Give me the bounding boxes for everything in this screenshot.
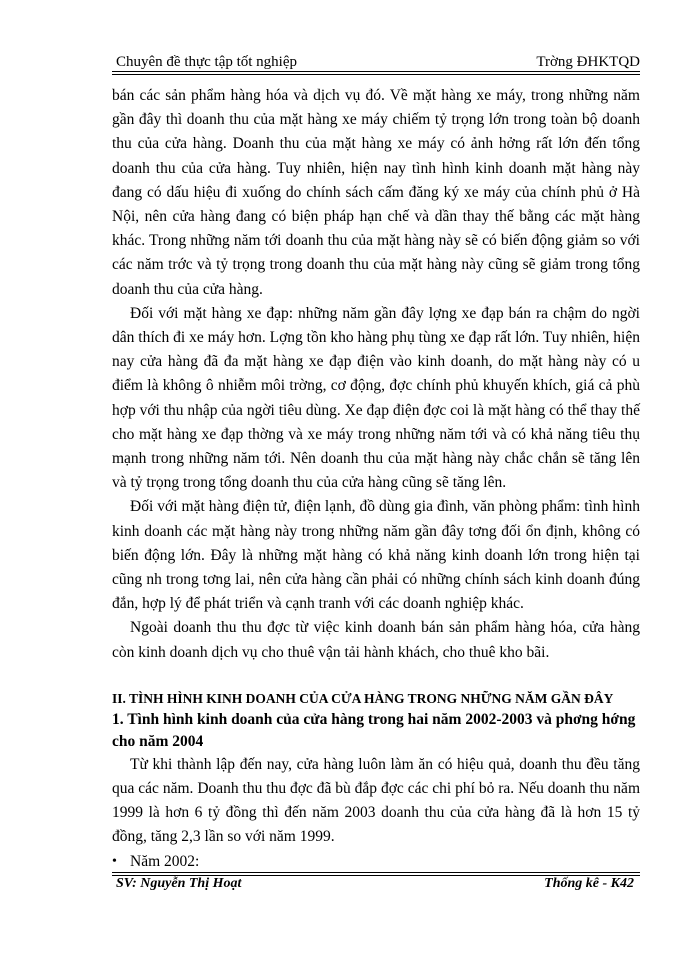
footer-author: SV: Nguyễn Thị Hoạt	[116, 876, 242, 891]
page-footer	[112, 876, 640, 896]
subsection-heading: 1. Tình hình kinh doanh của cửa hàng trong hai năm 2002-2003 và phơng hớng cho năm 2004	[112, 710, 636, 750]
footer-rule-thin	[112, 872, 640, 873]
paragraph-services: Ngoài doanh thu thu đợc từ việc kinh doanh bán sản phẩm hàng hóa, cửa hàng còn kinh doanh dịch vụ cho thuê vận tải hành khách, cho thuê kho bãi.	[112, 619, 640, 661]
page-body	[112, 84, 640, 874]
header-rule-thin	[112, 71, 640, 72]
bullet-text: Năm 2002:	[130, 852, 200, 870]
header-title: Chuyên đề thực tập tốt nghiệp	[116, 54, 298, 70]
bullet-item	[112, 850, 640, 874]
paragraph-electronics: Đối với mặt hàng điện tử, điện lạnh, đồ dùng gia đình, văn phòng phẩm: tình hình kinh doanh các mặt hàng này trong những năm gần đây tơng đối ổn định, không có biến động lớn. Đây là những mặt hàng có khả năng kinh doanh lớn trong hiện tại cũng nh trong tơng lai, nên cửa hàng cần phải có những chính sách kinh doanh đúng đắn, hợp lý để phát triển và cạnh tranh với các doanh nghiệp khác.	[112, 498, 640, 613]
paragraph-revenue: Từ khi thành lập đến nay, cửa hàng luôn làm ăn có hiệu quả, doanh thu đều tăng qua các năm. Doanh thu thu đợc đã bù đắp đợc các chi phí bỏ ra. Nếu doanh thu năm 1999 là hơn 6 tỷ đồng thì đến năm 2003 doanh thu của cửa hàng đã là hơn 15 tỷ đồng, tăng 2,3 lần so với năm 1999.	[112, 755, 640, 846]
header-rule-double	[112, 74, 640, 75]
bullet-symbol: •	[112, 853, 117, 869]
header-school: Trờng ĐHKTQD	[536, 54, 640, 70]
page-header	[112, 50, 640, 72]
paragraph-motorbike: bán các sản phẩm hàng hóa và dịch vụ đó. Về mặt hàng xe máy, trong những năm gần đây thì doanh thu của mặt hàng xe máy chiếm tỷ trọng lớn trong toàn bộ doanh thu của cửa hàng. Doanh thu của mặt hàng xe máy có ảnh hởng rất lớn đến tổng doanh thu của cửa hàng. Tuy nhiên, hiện nay tình hình kinh doanh mặt hàng này đang có dấu hiệu đi xuống do chính sách cấm đăng ký xe máy của chính phủ ở Hà Nội, nên cửa hàng đang có biện pháp hạn chế và dần thay thế bằng các mặt hàng khác. Trong những năm tới doanh thu của mặt hàng này sẽ có biến động giảm so với các năm trớc và tỷ trọng trong doanh thu của mặt hàng này cũng sẽ giảm trong tổng doanh thu của cửa hàng.	[112, 87, 640, 298]
section-heading: II. TÌNH HÌNH KINH DOANH CỦA CỬA HÀNG TRONG NHỮNG NĂM GẦN ĐÂY	[112, 690, 614, 706]
paragraph-bicycle: Đối với mặt hàng xe đạp: những năm gần đây lợng xe đạp bán ra chậm do ngời dân thích đi xe máy hơn. Lợng tồn kho hàng phụ tùng xe đạp rất lớn. Tuy nhiên, hiện nay cửa hàng đã đa mặt hàng xe đạp điện vào kinh doanh, do mặt hàng này có u điểm là không ô nhiễm môi trờng, cơ động, đợc chính phủ khuyến khích, giá cả phù hợp với thu nhập của ngời tiêu dùng. Xe đạp điện đợc coi là mặt hàng có thể thay thế cho mặt hàng xe đạp thờng và xe máy trong những năm tới và có khả năng tiêu thụ mạnh trong những năm tới. Nên doanh thu của mặt hàng này chắc chắn sẽ tăng lên và tỷ trọng trong tổng doanh thu của cửa hàng cũng sẽ tăng lên.	[112, 304, 640, 492]
footer-class: Thống kê - K42	[544, 876, 634, 891]
